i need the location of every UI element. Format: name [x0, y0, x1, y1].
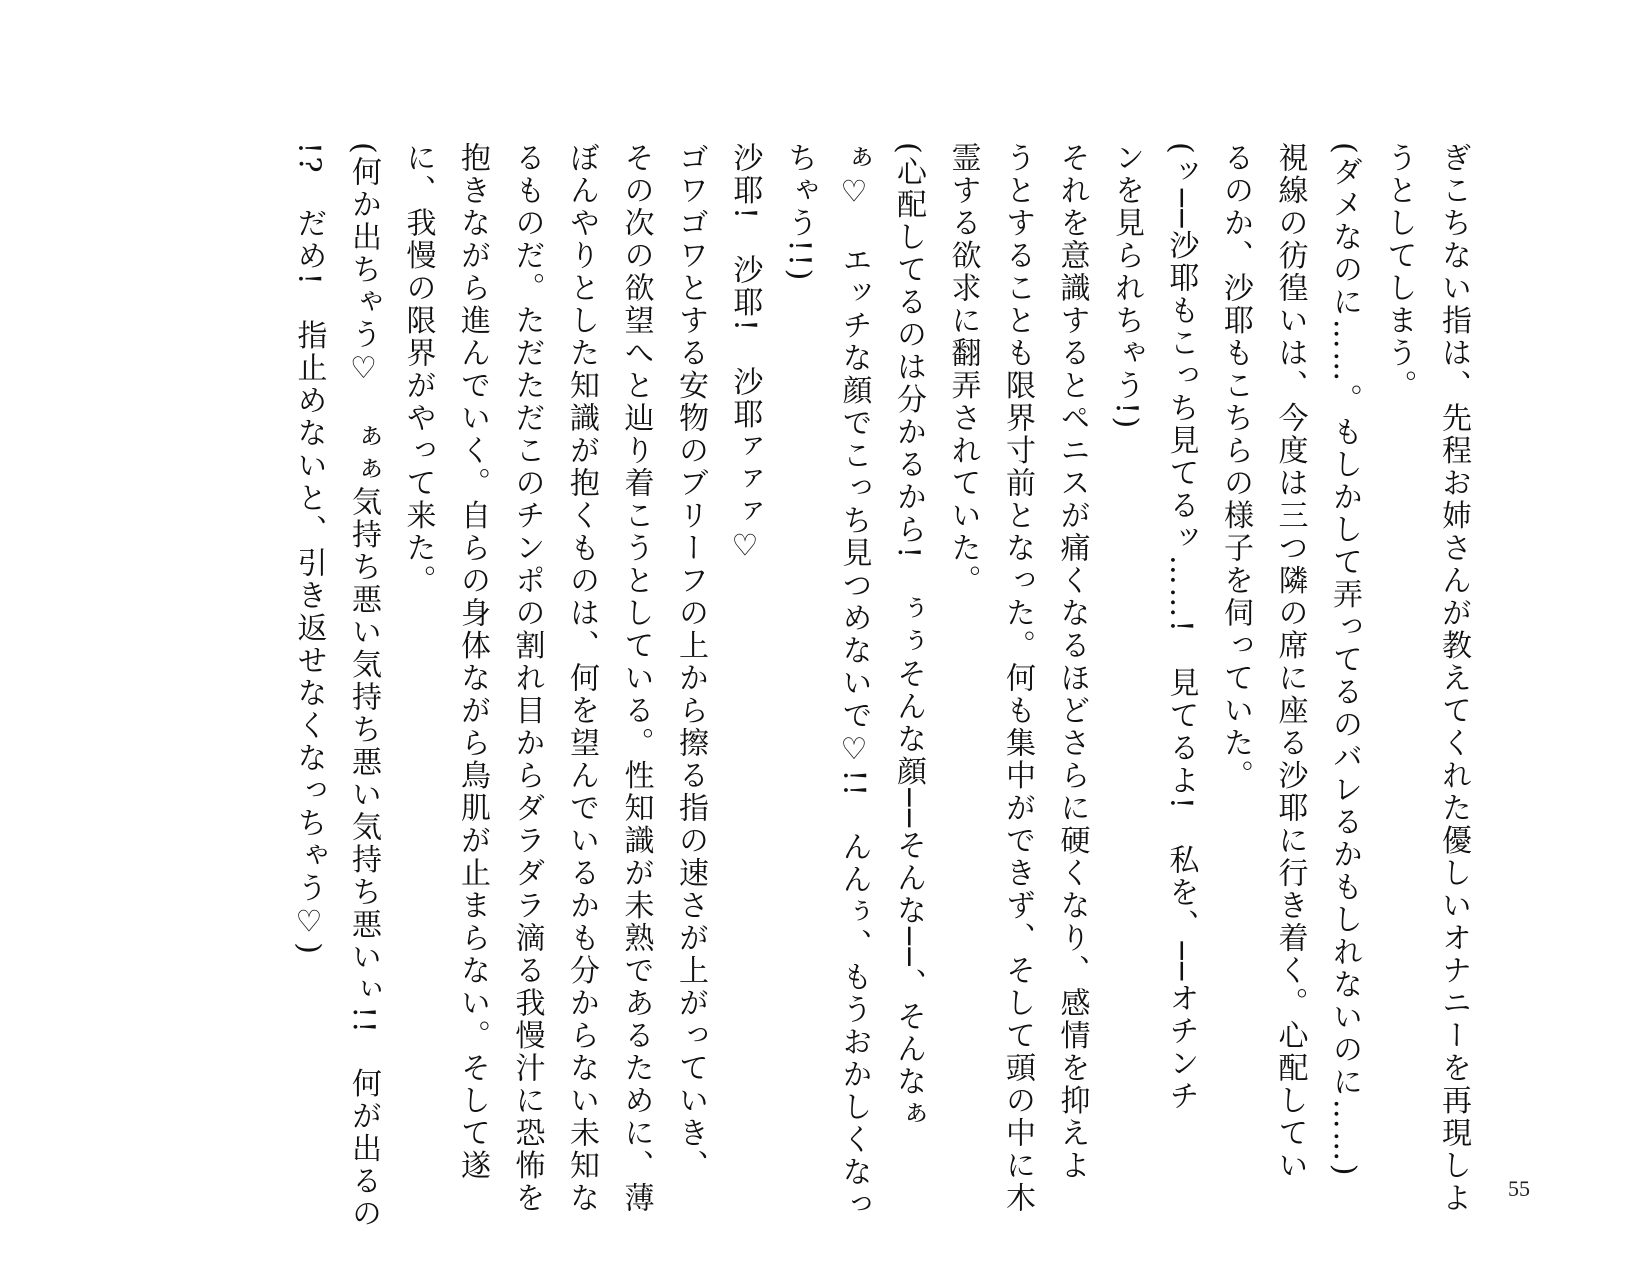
text-line: うとすることも限界寸前となった。何も集中ができず、そして頭の中に木 [1000, 142, 1035, 1215]
text-line: !? だめ! 指止めないと、引き返せなくなっちゃう♡) [291, 142, 327, 957]
text-line: 沙耶! 沙耶! 沙耶ァァァ♡ [727, 142, 763, 567]
text-line: 霊する欲求に翻弄されていた。 [945, 142, 981, 597]
text-line: (何か出ちゃう♡ ぁぁ気持ち悪い気持ち悪い気持ち悪いぃ!! 何が出るの [346, 142, 381, 1231]
text-line: ゴワゴワとする安物のブリーフの上から擦る指の速さが上がっていき、 [673, 142, 708, 1182]
text-line: るのか、沙耶もこちらの様子を伺っていた。 [1218, 142, 1253, 792]
page-number: 55 [1508, 1176, 1530, 1201]
text-line: ぼんやりとした知識が抱くものは、何を望んでいるかも分からない未知な [564, 142, 599, 1215]
text-line: に、我慢の限界がやって来た。 [400, 142, 436, 597]
text-line: それを意識するとペニスが痛くなるほどさらに硬くなり、感情を抑えよ [1054, 142, 1090, 1182]
text-line: 視線の彷徨いは、今度は三つ隣の席に座る沙耶に行き着く。心配してい [1272, 142, 1308, 1182]
text-line: ぁ♡ エッチな顔でこっち見つめないで♡!! んんぅ、もうおかしくなっ [836, 142, 872, 1222]
text-line: ぎこちない指は、先程お姉さんが教えてくれた優しいオナニーを再現しよ [1436, 142, 1471, 1215]
text-line: るものだ。ただただこのチンポの割れ目からダラダラ滴る我慢汁に恐怖を [509, 142, 545, 1215]
text-line: その次の欲望へと辿り着こうとしている。性知識が未熟であるために、薄 [618, 142, 654, 1215]
text-line: (ダメなのに……。もしかして弄ってるのバレるかもしれないのに……) [1327, 142, 1362, 1178]
text-line: ンを見られちゃう!) [1109, 142, 1144, 431]
text-line: (心配してるのは分かるから! ぅぅそんな顔──そんな──、そんなぁ [891, 142, 926, 1131]
vertical-text-body [281, 142, 1480, 1231]
text-line: うとしてしまう。 [1381, 142, 1417, 402]
text-line: (ッ──沙耶もこっち見てるッ……! 見てるよ! 私を、──オチンチ [1163, 142, 1199, 1113]
text-line: 抱きながら進んでいく。自らの身体ながら鳥肌が止まらない。そして遂 [455, 142, 490, 1182]
text-line: ちゃう!!) [782, 142, 817, 283]
